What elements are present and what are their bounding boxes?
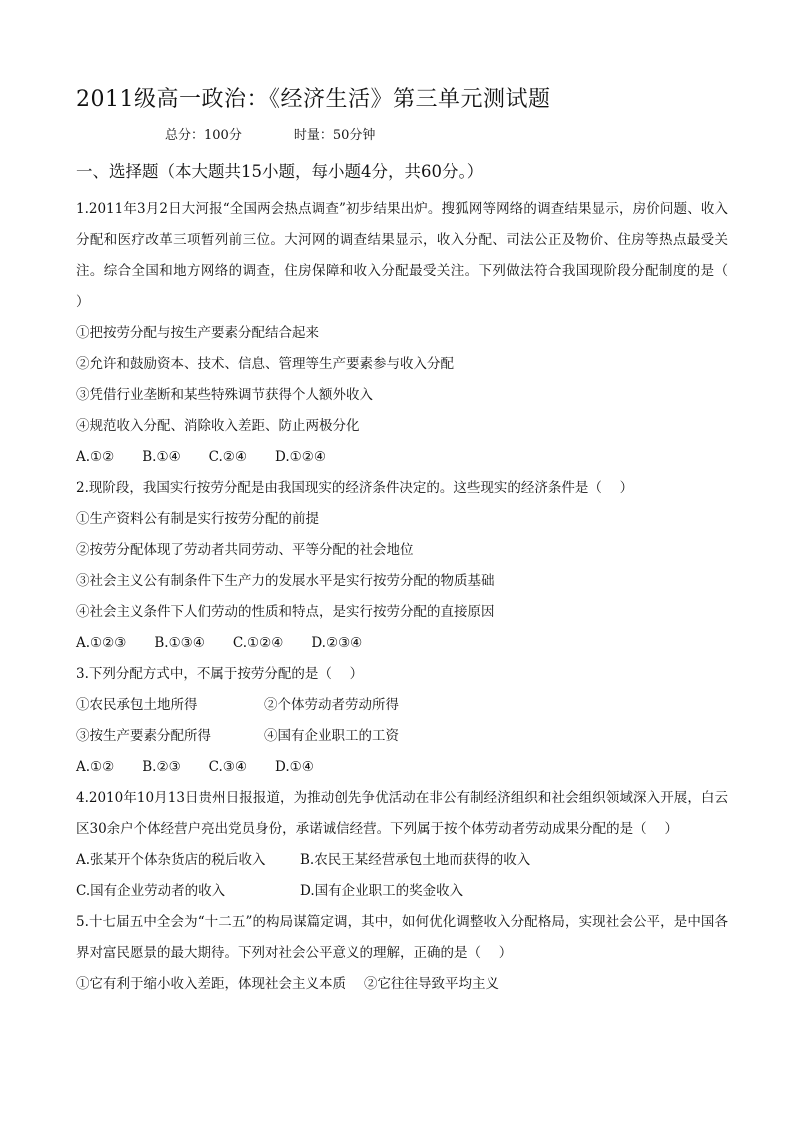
option-b: B.①③④ bbox=[154, 635, 205, 651]
option-c: C.①②④ bbox=[232, 635, 284, 651]
question-2-item: ③社会主义公有制条件下生产力的发展水平是实行按劳分配的物质基础 bbox=[76, 573, 495, 589]
question-3-options bbox=[76, 752, 728, 783]
question-3-stem: 3.下列分配方式中，不属于按劳分配的是（ ） bbox=[76, 666, 364, 682]
question-3-items-row bbox=[76, 690, 728, 721]
question-3-item: ②个体劳动者劳动所得 bbox=[264, 697, 399, 713]
question-2-options bbox=[76, 628, 728, 659]
section-heading: 一、选择题（本大题共15小题，每小题4分，共60分。） bbox=[76, 162, 484, 181]
option-d: D.①②④ bbox=[275, 449, 326, 465]
option-a: A.张某开个体杂货店的税后收入 bbox=[76, 852, 266, 868]
question-1-options bbox=[76, 442, 728, 473]
question-4-stem: 4.2010年10月13日贵州日报报道，为推动创先争优活动在非公有制经济组织和社会组织领域深入开展，白云区30余户个体经营户亮出党员身份，承诺诚信经营。下列属于按个体劳动者劳动成果分配的是（ ） bbox=[76, 790, 728, 837]
option-d: D.①④ bbox=[275, 759, 314, 775]
question-5-stem: 5.十七届五中全会为“十二五”的构局谋篇定调，其中，如何优化调整收入分配格局，实现社会公平，是中国各界对富民愿景的最大期待。下列对社会公平意义的理解，正确的是（ ） bbox=[76, 914, 728, 961]
question-4-options-row bbox=[76, 845, 728, 876]
question-1-item: ①把按劳分配与按生产要素分配结合起来 bbox=[76, 325, 319, 341]
option-d: D.国有企业职工的奖金收入 bbox=[300, 883, 464, 899]
exam-meta bbox=[165, 124, 375, 143]
question-5-item: ②它往往导致平均主义 bbox=[364, 976, 499, 992]
option-a: A.①② bbox=[76, 759, 115, 775]
option-a: A.①②③ bbox=[76, 635, 127, 651]
question-1-item: ④规范收入分配、消除收入差距、防止两极分化 bbox=[76, 418, 360, 434]
option-c: C.③④ bbox=[208, 759, 248, 775]
question-1-item: ②允许和鼓励资本、技术、信息、管理等生产要素参与收入分配 bbox=[76, 356, 454, 372]
total-score: 总分：100分 bbox=[165, 128, 242, 143]
question-2-stem: 2.现阶段，我国实行按劳分配是由我国现实的经济条件决定的。这些现实的经济条件是（ ） bbox=[76, 480, 634, 496]
question-4-options-row bbox=[76, 876, 728, 907]
option-c: C.国有企业劳动者的收入 bbox=[76, 883, 226, 899]
question-5-item: ①它有利于缩小收入差距，体现社会主义本质 bbox=[76, 976, 346, 992]
question-list bbox=[76, 194, 746, 1000]
question-3-item: ④国有企业职工的工资 bbox=[264, 728, 399, 744]
question-5-items-row bbox=[76, 969, 728, 1000]
question-1-item: ③凭借行业垄断和某些特殊调节获得个人额外收入 bbox=[76, 387, 373, 403]
question-2-item: ②按劳分配体现了劳动者共同劳动、平等分配的社会地位 bbox=[76, 542, 414, 558]
time-limit: 时量：50分钟 bbox=[293, 128, 376, 143]
option-c: C.②④ bbox=[208, 449, 248, 465]
question-2-item: ④社会主义条件下人们劳动的性质和特点，是实行按劳分配的直接原因 bbox=[76, 604, 495, 620]
option-b: B.农民王某经营承包土地而获得的收入 bbox=[300, 852, 531, 868]
question-3-items-row bbox=[76, 721, 728, 752]
question-2-item: ①生产资料公有制是实行按劳分配的前提 bbox=[76, 511, 319, 527]
document-title: 2011级高一政治：《经济生活》第三单元测试题 bbox=[76, 87, 551, 112]
option-b: B.①④ bbox=[142, 449, 181, 465]
option-a: A.①② bbox=[76, 449, 115, 465]
question-1-stem: 1.2011年3月2日大河报“全国两会热点调查”初步结果出炉。搜狐网等网络的调查结果显示，房价问题、收入分配和医疗改革三项暂列前三位。大河网的调查结果显示，收入分配、司法公正及物价、住房等热点最受关注。综合全国和地方网络的调查，住房保障和收入分配最受关注。下列做法符合我国现阶段分配制度的是（ ） bbox=[76, 201, 746, 310]
option-d: D.②③④ bbox=[311, 635, 363, 651]
question-3-item: ①农民承包土地所得 bbox=[76, 697, 198, 713]
question-3-item: ③按生产要素分配所得 bbox=[76, 728, 211, 744]
option-b: B.②③ bbox=[142, 759, 181, 775]
